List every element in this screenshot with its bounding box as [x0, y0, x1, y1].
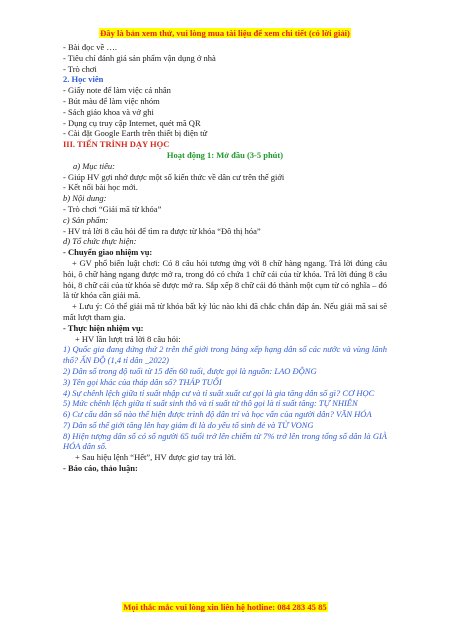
question-item: 7) Dân số thế giới tăng lên hay giảm đi là do yếu tố sinh đẻ và TỬ VONG [63, 419, 314, 430]
student-heading: 2. Học viên [63, 74, 104, 85]
question-item: 1) Quốc gia đang đứng thứ 2 trên thế giới trong bảng xếp hạng dân số các nước và vùng lãnh thổ? ẤN ĐỘ (1,4 tỉ dân _2022) [63, 344, 387, 366]
question-item: 5) Mức chênh lệch giữa tỉ suất sinh thô và tỉ suất tử thô gọi là tỉ suất tăng: TỰ NHIÊN [63, 398, 358, 409]
question-item: 4) Sự chênh lệch giữa tỉ suất nhập cư và tỉ suất xuất cư gọi là gia tăng dân số gì? CƠ HỌC [63, 387, 375, 398]
list-item: - Sách giáo khoa và vở ghi [63, 106, 154, 117]
list-item: - Tiêu chí đánh giá sản phẩm vận dụng ở nhà [63, 52, 216, 63]
product-text: - HV trả lời 8 câu hỏi để tìm ra được từ khóa “Đô thị hóa” [63, 225, 261, 236]
question-item: 2) Dân số trong độ tuổi từ 15 đến 60 tuổi, được gọi là nguồn: LAO ĐỘNG [63, 365, 317, 376]
activity-title: Hoạt động 1: Mở đầu (3-5 phút) [166, 149, 284, 160]
transfer-text: + GV phổ biến luật chơi: Có 8 câu hỏi tương ứng với 8 chữ hàng ngang. Trả lời đúng câu hỏi, ô chữ hàng ngang được mở ra, trong đó có chứa 1 chữ cái của từ khóa. Trả lời đúng 8 câu hỏi, 8 chữ cái của từ khóa sẽ được mở ra. Sắp xếp 8 chữ cái đó thành một cụm từ có nghĩa – đó là từ khóa cần giải mã. [63, 257, 387, 301]
list-item: - Dụng cụ truy cập Internet, quét mã QR [63, 117, 201, 128]
question-item: 6) Cư cấu dân số nào thể hiện được trình độ dân trí và học vấn của người dân? VĂN HÓA [63, 409, 372, 420]
content-label: b) Nội dung: [63, 193, 107, 204]
transfer-heading: - Chuyển giao nhiệm vụ: [63, 247, 153, 258]
list-item: - Bài đọc về …. [63, 42, 118, 52]
list-item: - Kết nối bài học mới. [63, 182, 138, 193]
content-text: - Trò chơi “Giải mã từ khóa” [63, 203, 162, 214]
list-item: - Cài đặt Google Earth trên thiết bị điện tử [63, 128, 208, 139]
list-item: - Trò chơi [63, 63, 97, 74]
section-heading: III. TIẾN TRÌNH DẠY HỌC [63, 139, 170, 150]
question-item: 8) Hiện tượng dân số có số người 65 tuổi trở lên chiếm từ 7% trở lên trong tổng số dân là GIÀ HÓA dân số. [63, 430, 387, 452]
report-heading: - Báo cáo, thảo luận: [63, 463, 138, 474]
organize-label: d) Tổ chức thực hiện: [63, 236, 137, 247]
after-text: + Sau hiệu lệnh “Hết”, HV được giơ tay trả lời. [75, 452, 237, 463]
hotline-banner: Mọi thắc mắc vui lòng xin liên hệ hotline: 084 283 45 85 [123, 602, 327, 612]
list-item: - Giúp HV gợi nhớ được một số kiến thức về dân cư trên thế giới [63, 171, 285, 182]
question-item: 3) Tên gọi khác của tháp dân số? THÁP TUỔI [63, 376, 222, 387]
preview-banner: Đây là bản xem thử, vui lòng mua tài liệu để xem chi tiết (có lời giải) [100, 28, 350, 38]
list-item: - Giấy note để làm việc cá nhân [63, 85, 171, 96]
execute-text: + HV lần lượt trả lời 8 câu hỏi: [75, 333, 181, 344]
product-label: c) Sản phẩm: [63, 214, 109, 225]
list-item: - Bút màu để làm việc nhóm [63, 95, 160, 106]
note-text: + Lưu ý: Có thể giải mã từ khóa bất kỳ lúc nào khi đã chắc chắn đáp án. Nếu giải mã sai sẽ mất lượt tham gia. [63, 301, 387, 322]
goal-label: a) Mục tiêu: [73, 160, 116, 171]
document-body [63, 42, 387, 474]
execute-heading: - Thực hiện nhiệm vụ: [63, 322, 144, 333]
